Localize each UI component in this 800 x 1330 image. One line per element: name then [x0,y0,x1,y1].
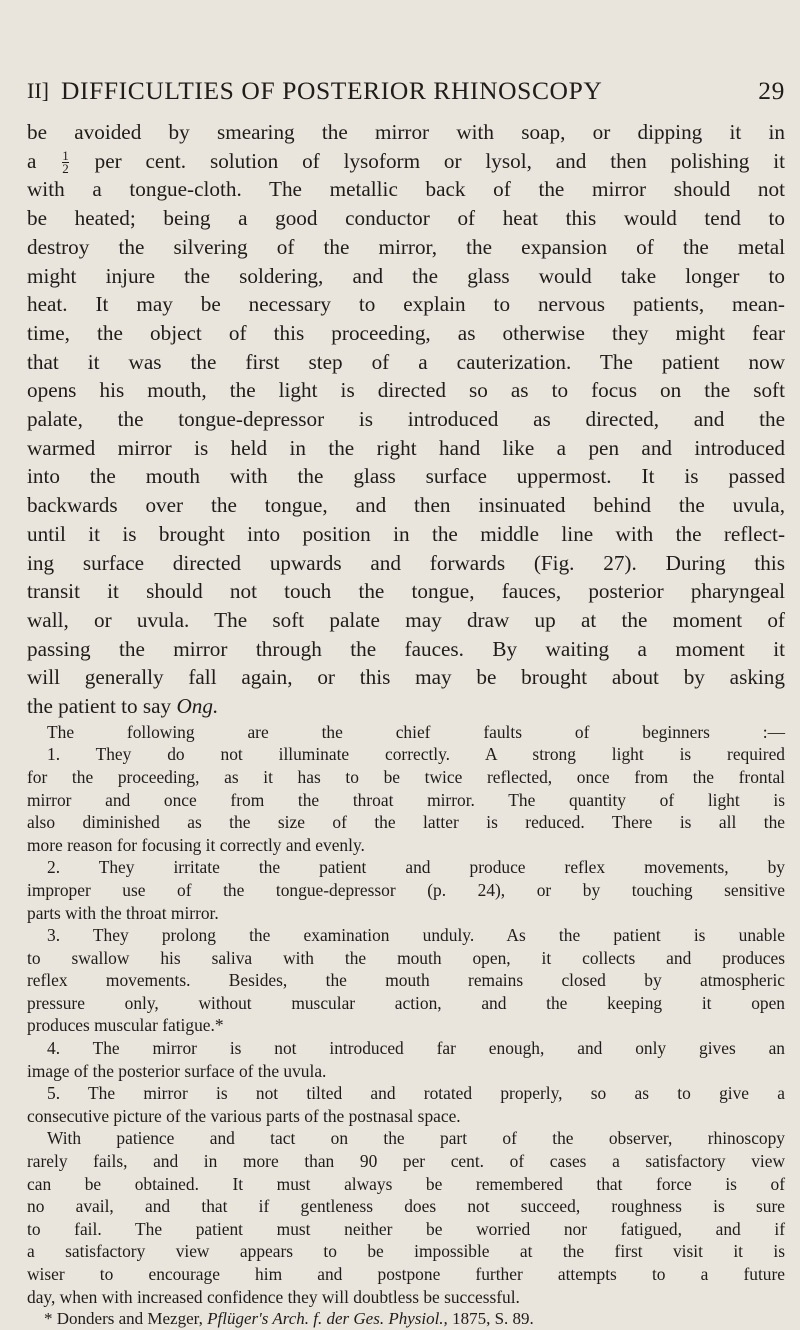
fault-line: no avail, and that if gentleness does not succeed, roughness is sure [27,1196,785,1217]
page-number: 29 [758,76,785,105]
fault-line: rarely fails, and in more than 90 per cent. of cases a satisfactory view [27,1151,785,1172]
fault-line: 5. The mirror is not tilted and rotated properly, so as to give a [47,1083,785,1104]
fault-line: wiser to encourage him and postpone further attempts to a future [27,1264,785,1285]
text-line: might injure the soldering, and the glass would take longer to [27,263,785,288]
text-line: that it was the first step of a cauterization. The patient now [27,349,785,374]
footnote-line [27,1308,785,1330]
fault-line: parts with the throat mirror. [27,902,219,923]
text-line: opens his mouth, the light is directed so as to focus on the soft [27,378,785,403]
line-text: the patient to say [27,694,172,719]
fault-line: 2. They irritate the patient and produce reflex movements, by [47,857,785,878]
fraction-numerator: 1 [62,148,69,164]
text-line: palate, the tongue-depressor is introduced as directed, and the [27,407,785,432]
line-rest: per cent. solution of lysoform or lysol, and then polishing it [94,148,786,173]
text-line: ing surface directed upwards and forwards (Fig. 27). During this [27,550,785,575]
fault-line: image of the posterior surface of the uvula. [27,1060,327,1081]
text-line: warmed mirror is held in the right hand like a pen and introduced [27,435,785,460]
fault-line: mirror and once from the throat mirror. The quantity of light is [27,789,785,810]
fault-line: reflex movements. Besides, the mouth remains closed by atmospheric [27,970,785,991]
text-line: be heated; being a good conductor of heat this would tend to [27,206,785,231]
italic-word: Ong. [176,694,219,719]
line-prefix: a [27,148,37,173]
footnote-journal: Pflüger's Arch. f. der Ges. Physiol., [207,1309,448,1329]
footnote [27,1308,785,1330]
page-title: DIFFICULTIES OF POSTERIOR RHINOSCOPY [61,76,603,105]
faults-list [27,721,785,1308]
fault-line: also diminished as the size of the latter is reduced. There is all the [27,812,785,833]
main-paragraph [27,118,785,721]
text-line: with a tongue-cloth. The metallic back of the mirror should not [27,177,785,202]
fault-line: produces muscular fatigue.* [27,1015,224,1036]
text-line: passing the mirror through the fauces. By waiting a moment it [27,636,785,661]
fault-line: to swallow his saliva with the mouth open, it collects and produces [27,947,785,968]
fault-line: With patience and tact on the part of the observer, rhinoscopy [47,1128,785,1149]
fraction-denominator: 2 [62,161,69,177]
fault-line: The following are the chief faults of beginners :— [47,721,785,742]
fault-line: consecutive picture of the various parts of the postnasal space. [27,1105,461,1126]
fault-line: pressure only, without muscular action, and the keeping it open [27,992,785,1013]
text-line: time, the object of this proceeding, as otherwise they might fear [27,320,785,345]
fault-line: 3. They prolong the examination unduly. As the patient is unable [47,925,785,946]
fault-line: for the proceeding, as it has to be twice reflected, once from the frontal [27,766,785,787]
text-line: transit it should not touch the tongue, fauces, posterior pharyngeal [27,579,785,604]
chapter-number: II] [27,78,49,103]
text-line-final [27,692,785,721]
fault-line: 4. The mirror is not introduced far enough, and only gives an [47,1038,785,1059]
fault-line: day, when with increased confidence they will doubtless be successful. [27,1286,520,1307]
text-line: be avoided by smearing the mirror with soap, or dipping it in [27,120,785,144]
fault-line: improper use of the tongue-depressor (p. 24), or by touching sensitive [27,879,785,900]
text-line: destroy the silvering of the mirror, the expansion of the metal [27,234,785,259]
fault-line: more reason for focusing it correctly and evenly. [27,834,365,855]
text-line-with-fraction [27,147,785,176]
half-fraction [62,150,69,175]
text-line: will generally fall again, or this may be brought about by asking [27,665,785,690]
text-line: wall, or uvula. The soft palate may draw up at the moment of [27,607,785,632]
fault-line: a satisfactory view appears to be impossible at the first visit it is [27,1241,785,1262]
text-line: into the mouth with the glass surface uppermost. It is passed [27,464,785,489]
text-line: heat. It may be necessary to explain to nervous patients, mean- [27,292,785,317]
fault-line: 1. They do not illuminate correctly. A strong light is required [47,744,785,765]
footnote-prefix: * Donders and Mezger, [44,1309,203,1329]
text-line: backwards over the tongue, and then insinuated behind the uvula, [27,493,785,518]
fault-line: to fail. The patient must neither be worried nor fatigued, and if [27,1218,785,1239]
running-header [27,78,785,118]
book-page [27,78,785,1330]
fault-line: can be obtained. It must always be remembered that force is of [27,1173,785,1194]
footnote-suffix: 1875, S. 89. [452,1309,534,1329]
text-line: until it is brought into position in the middle line with the reflect- [27,521,785,546]
